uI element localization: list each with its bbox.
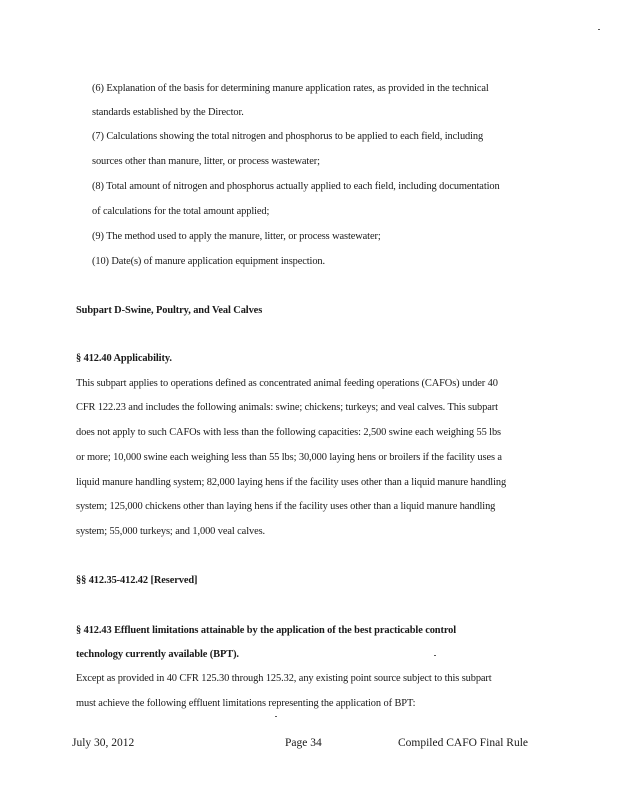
list-item-6-line-2: standards established by the Director.: [92, 107, 244, 118]
footer-date: July 30, 2012: [72, 737, 135, 749]
list-item-7-line-2: sources other than manure, litter, or process wastewater;: [92, 156, 320, 167]
scan-speck: [275, 716, 277, 717]
list-item-8-line-1: (8) Total amount of nitrogen and phosphorus actually applied to each field, including documentation: [92, 181, 500, 192]
list-item-9: (9) The method used to apply the manure, litter, or process wastewater;: [92, 231, 381, 242]
footer-document-title: Compiled CAFO Final Rule: [398, 737, 529, 749]
list-item-7-line-1: (7) Calculations showing the total nitrogen and phosphorus to be applied to each field, including: [92, 131, 484, 142]
section-412-40-line: liquid manure handling system; 82,000 laying hens if the facility uses other than a liquid manure handling: [76, 477, 507, 488]
scan-speck: [598, 29, 600, 30]
list-item-10: (10) Date(s) of manure application equipment inspection.: [92, 256, 326, 267]
reserved-heading: §§ 412.35-412.42 [Reserved]: [76, 575, 198, 586]
section-412-40-line: CFR 122.23 and includes the following animals: swine; chickens; turkeys; and veal calves. This subpart: [76, 402, 498, 413]
section-412-43-heading-line-2: technology currently available (BPT).: [76, 649, 239, 660]
footer-page-number: Page 34: [285, 737, 322, 749]
section-412-43-line: must achieve the following effluent limitations representing the application of BPT:: [76, 698, 416, 709]
list-item-6-line-1: (6) Explanation of the basis for determining manure application rates, as provided in the technical: [92, 83, 489, 94]
section-412-40-line: This subpart applies to operations defined as concentrated animal feeding operations (CAFOs) under 40: [76, 378, 498, 389]
section-412-43-heading-line-1: § 412.43 Effluent limitations attainable by the application of the best practicable control: [76, 625, 457, 636]
section-412-40-line: system; 55,000 turkeys; and 1,000 veal calves.: [76, 526, 266, 537]
scan-speck: [434, 655, 436, 656]
section-412-43-line: Except as provided in 40 CFR 125.30 through 125.32, any existing point source subject to this subpart: [76, 673, 492, 684]
subpart-heading: Subpart D-Swine, Poultry, and Veal Calves: [76, 305, 263, 316]
section-412-40-line: system; 125,000 chickens other than laying hens if the facility uses other than a liquid manure handling: [76, 501, 496, 512]
section-412-40-line: does not apply to such CAFOs with less than the following capacities: 2,500 swine each weighing 55 lbs: [76, 427, 501, 438]
section-412-40-line: or more; 10,000 swine each weighing less than 55 lbs; 30,000 laying hens or broilers if the facility uses a: [76, 452, 502, 463]
section-412-40-heading: § 412.40 Applicability.: [76, 353, 172, 364]
list-item-8-line-2: of calculations for the total amount applied;: [92, 206, 270, 217]
